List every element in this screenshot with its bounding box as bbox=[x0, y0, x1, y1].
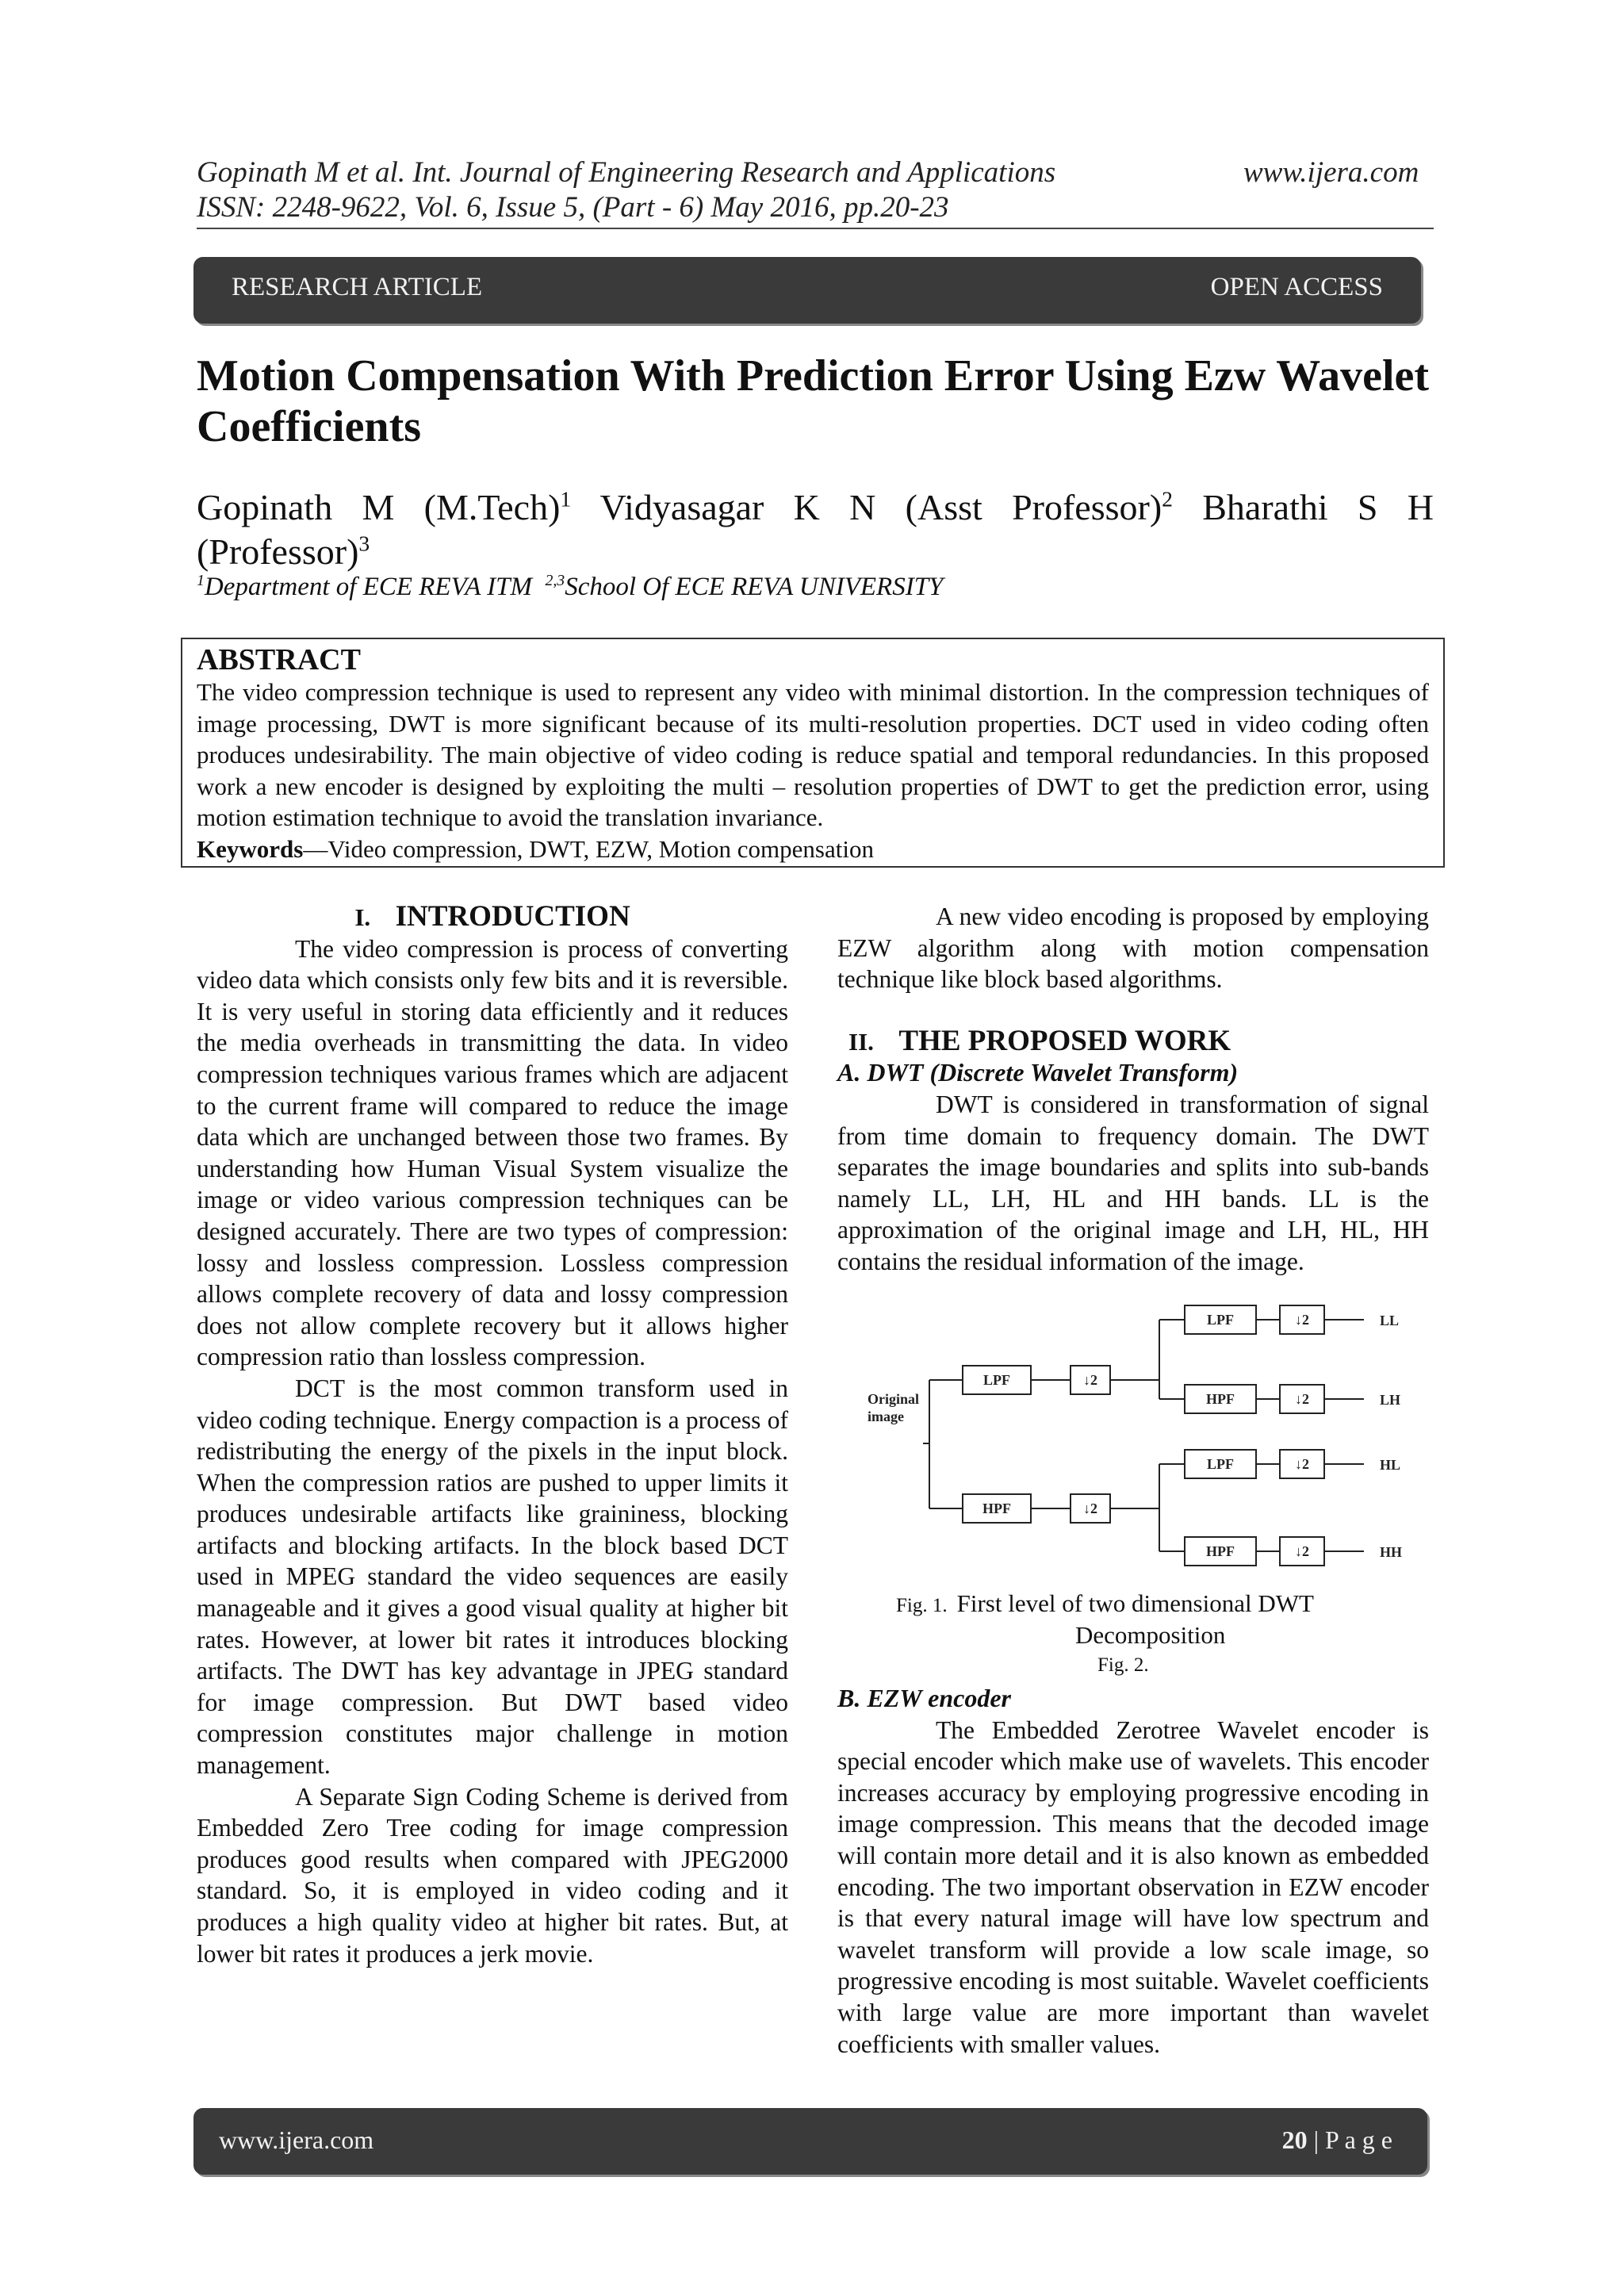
stage2-lpf-a-label: LPF bbox=[1207, 1312, 1234, 1328]
dwt-decomposition-diagram bbox=[856, 1301, 1427, 1586]
stage2-hpf-a-label: HPF bbox=[1206, 1391, 1235, 1407]
subsection-a-heading: A. DWT (Discrete Wavelet Transform) bbox=[837, 1058, 1239, 1087]
journal-citation: Gopinath M et al. Int. Journal of Engineering Research and Applications bbox=[197, 156, 1056, 189]
section2-heading-row bbox=[837, 1025, 1429, 1058]
intro-heading-row bbox=[197, 901, 788, 933]
journal-website[interactable]: www.ijera.com bbox=[1243, 156, 1419, 189]
author-3-role: (Professor) bbox=[197, 531, 359, 572]
output-hh: HH bbox=[1380, 1544, 1403, 1560]
affil-dept-2: School Of ECE REVA UNIVERSITY bbox=[565, 573, 944, 601]
author-3: Bharathi S H bbox=[1202, 487, 1434, 527]
author-1: Gopinath M (M.Tech) bbox=[197, 487, 561, 527]
abstract-heading: ABSTRACT bbox=[197, 643, 361, 677]
author-3-sup: 3 bbox=[358, 531, 370, 556]
header-rule bbox=[197, 228, 1434, 229]
proposal-paragraph: A new video encoding is proposed by employing EZW algorithm along with motion compensation technique like block based algorithms. bbox=[837, 903, 1429, 994]
down-ll-label: ↓2 bbox=[1295, 1312, 1309, 1328]
footer-page-text: | P a g e bbox=[1307, 2125, 1392, 2154]
output-hl: HL bbox=[1380, 1457, 1401, 1473]
fig1-label: Fig. 1. bbox=[896, 1595, 948, 1616]
page-footer bbox=[193, 2108, 1427, 2175]
author-2: Vidyasagar K N (Asst Professor) bbox=[599, 487, 1162, 527]
diagram-input-label-2: image bbox=[868, 1409, 904, 1424]
keywords-label: Keywords bbox=[197, 834, 304, 863]
fig1-caption-line2: Decomposition bbox=[1075, 1621, 1226, 1649]
footer-page bbox=[1282, 2125, 1392, 2155]
author-line bbox=[197, 485, 1434, 530]
affiliation bbox=[197, 573, 943, 602]
intro-paragraph-1: The video compression is process of converting video data which consists only few bits and it is reversible. It is very useful in storing data efficiently and it reduces the media overheads in transmitting the data. In video compression techniques various frames which are adjacent to the current frame will compared to reduce the image data which are unchanged between those two frames. By understanding how Human Visual System visualize the image or video various compression techniques can be designed accurately. There are two types of compression: lossy and lossless compression. Lossless compression allows complete recovery of data and lossy compression does not allow complete recovery but it allows higher compression ratio than lossless compression. bbox=[197, 934, 788, 1371]
abstract-body bbox=[197, 677, 1429, 864]
right-column-bottom bbox=[837, 1683, 1429, 2060]
intro-num: I. bbox=[354, 903, 371, 931]
stage1-down-bottom-label: ↓2 bbox=[1083, 1501, 1097, 1516]
fig2-label: Fig. 2. bbox=[1097, 1654, 1149, 1676]
down-hl-label: ↓2 bbox=[1295, 1456, 1309, 1472]
author-1-sup: 1 bbox=[560, 486, 572, 512]
keywords-text: —Video compression, DWT, EZW, Motion compensation bbox=[303, 834, 874, 863]
article-type-banner bbox=[193, 257, 1421, 324]
affil-sup-1: 1 bbox=[197, 572, 205, 589]
left-column bbox=[197, 901, 788, 1969]
right-column-top bbox=[837, 901, 1429, 1278]
down-hh-label: ↓2 bbox=[1295, 1543, 1309, 1559]
stage2-lpf-b-label: LPF bbox=[1207, 1456, 1234, 1472]
intro-paragraph-3: A Separate Sign Coding Scheme is derived from Embedded Zero Tree coding for image compression produces good results when compared with JPEG2000 standard. So, it is employed in video coding and it produces a high quality video at higher bit rates. But, at lower bit rates it produces a jerk movie. bbox=[197, 1782, 788, 1968]
stage1-lpf-label: LPF bbox=[983, 1372, 1010, 1388]
output-ll: LL bbox=[1380, 1313, 1400, 1328]
subsection-b-heading: B. EZW encoder bbox=[837, 1684, 1011, 1712]
intro-heading: INTRODUCTION bbox=[395, 900, 630, 933]
diagram-input-label-1: Original bbox=[868, 1391, 920, 1407]
paper-title: Motion Compensation With Prediction Error Using Ezw Wavelet Coefficients bbox=[197, 351, 1430, 451]
stage2-hpf-b-label: HPF bbox=[1206, 1543, 1235, 1559]
affil-dept-1: Department of ECE REVA ITM bbox=[204, 573, 532, 601]
stage1-down-top-label: ↓2 bbox=[1083, 1372, 1097, 1388]
fig1-caption-line1: First level of two dimensional DWT bbox=[956, 1589, 1314, 1617]
figure-1-caption bbox=[896, 1589, 1314, 1618]
section2-num: II. bbox=[848, 1027, 874, 1056]
affil-sup-23: 2,3 bbox=[545, 572, 565, 589]
abstract-text: The video compression technique is used to represent any video with minimal distortion. In the compression techniques of image processing, DWT is more significant because of its multi-resolution properties. DCT used in video coding often produces undesirability. The main objective of video coding is reduce spatial and temporal redundancies. In this proposed work a new encoder is designed by exploiting the multi – resolution properties of DWT to get the prediction error, using motion estimation technique to avoid the translation invariance. bbox=[197, 678, 1429, 831]
footer-website[interactable]: www.ijera.com bbox=[219, 2125, 374, 2154]
research-article-label: RESEARCH ARTICLE bbox=[232, 273, 483, 301]
open-access-label: OPEN ACCESS bbox=[1210, 273, 1383, 301]
section2-heading: THE PROPOSED WORK bbox=[898, 1024, 1231, 1057]
stage1-hpf-label: HPF bbox=[982, 1501, 1011, 1516]
footer-page-number: 20 bbox=[1281, 2125, 1308, 2154]
output-lh: LH bbox=[1380, 1392, 1401, 1408]
down-lh-label: ↓2 bbox=[1295, 1391, 1309, 1407]
intro-paragraph-2: DCT is the most common transform used in video coding technique. Energy compaction is a process of redistributing the energy of the pixels in the input block. When the compression ratios are pushed to upper limits it produces undesirable artifacts like graininess, blocking artifacts and blocking artifacts. In the block based DCT used in MPEG standard the video sequences are easily manageable and it gives a good visual quality at higher bit rates. However, at lower bit rates it introduces blocking artifacts. The DWT has key advantage in JPEG standard for image compression. But DWT based video compression constitutes major challenge in motion management. bbox=[197, 1374, 788, 1780]
dwt-paragraph: DWT is considered in transformation of signal from time domain to frequency domain. The DWT separates the image boundaries and splits into sub-bands namely LL, LH, HL and HH bands. LL is the approximation of the original image and LH, HL, HH contains the residual information of the image. bbox=[837, 1090, 1429, 1275]
journal-issn: ISSN: 2248-9622, Vol. 6, Issue 5, (Part - 6) May 2016, pp.20-23 bbox=[197, 191, 949, 224]
author-2-sup: 2 bbox=[1162, 486, 1173, 512]
author-line-2 bbox=[197, 530, 370, 574]
ezw-paragraph: The Embedded Zerotree Wavelet encoder is special encoder which make use of wavelets. This encoder increases accuracy by employing progressive encoding in image compression. This means that the decoded image will contain more detail and it is also known as embedded encoding. The two important observation in EZW encoder is that every natural image will have low spectrum and wavelet transform will provide a low scale image, so progressive encoding is most suitable. Wavelet coefficients with large value are more important than wavelet coefficients with smaller values. bbox=[837, 1715, 1429, 2058]
